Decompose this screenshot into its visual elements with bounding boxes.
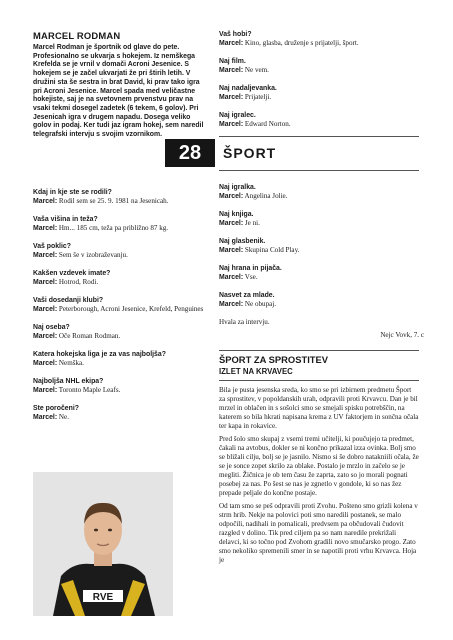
qa-item: Katera hokejska liga je za vas najboljša? Marcel: Nemška. (33, 351, 166, 367)
qa-item: Naj glasbenik. Marcel: Skupina Cold Play. (219, 238, 300, 254)
story-paragraph: Bila je pusta jesenska sreda, ko smo se pri izbirnem predmetu Šport za sprostitev, v popoldanskih urah, odpravili proti Krvavcu. Dan je bil mrzel in oblačen in s sošolci smo se smejali spisku potrebščin, na katerem so bila hkrati napisana krema z UV faktorjem in sončna očala ter kapa in rokavice. (219, 386, 419, 430)
intro-block (33, 30, 205, 140)
qa-item: Naj hrana in pijača. Marcel: Vse. (219, 265, 282, 281)
qa-item: Ste poročeni? Marcel: Ne. (33, 405, 79, 421)
qa-item: Vaša višina in teža? Marcel: Hm... 185 cm, teža pa približno 87 kg. (33, 216, 169, 232)
story-rule (219, 350, 419, 351)
qa-item: Naj igralka. Marcel: Angelina Jolie. (219, 184, 288, 200)
player-photo (33, 472, 173, 616)
qa-item: Vaš hobi? Marcel: Kino, glasba, druženje s prijatelji, šport. (219, 31, 359, 47)
left-qa (33, 188, 205, 431)
hockey-player-illustration (33, 472, 173, 616)
story-rule (219, 380, 419, 381)
qa-item: Naj igralec. Marcel: Edward Norton. (219, 112, 291, 128)
interview-heading: MARCEL RODMAN (33, 30, 121, 41)
qa-item: Kakšen vzdevek imate? Marcel: Hotrod, Rodi. (33, 270, 111, 286)
qa-item: Naj film. Marcel: Ne vem. (219, 58, 269, 74)
section-band (0, 139, 453, 167)
qa-item: Naj knjiga. Marcel: Je ni. (219, 211, 260, 227)
story-paragraph: Pred šolo smo skupaj z vsemi tremi učitelji, ki poučujejo ta predmet, čakali na avtobus, dokler se ni končno prikazal izza ovinka. Bolj smo se bližali cilju, bolj se je jasnilo. Nismo si še dobro natakniili očala, že se je sonce zopet skrilo za oblake. Postalo je mrzlo in začelo se je megliti. Žičnica je ob tem času že zaprta, zato so jo morali pognati posebej za nas. Po šest se nas je zgnetlo v gondole, ki so nas žez prepade peljale do končne postaje. (219, 435, 419, 497)
right-qa (219, 183, 424, 569)
qa-item: Naj nadaljevanka. Marcel: Prijatelji. (219, 85, 277, 101)
qa-item: Kdaj in kje ste se rodili? Marcel: Rodil sem se 25. 9. 1981 na Jesenicah. (33, 189, 169, 205)
author-signature: Nejc Vovk, 7. c (380, 331, 424, 339)
qa-item: Vaši dosedanji klubi? Marcel: Peterborough, Acroni Jesenice, Krefeld, Penguines (33, 297, 204, 313)
section-rule (219, 170, 419, 171)
svg-text:RVE: RVE (92, 592, 114, 603)
intro-text: Marcel Rodman je športnik od glave do pete. Profesionalno se ukvarja s hokejem. Iz nemškega Krefelda se je vrnil v domači Acroni Jesenice. S hokejem se je začel ukvarjati že pri štirih letih. V družini sta še sestra in brat David, ki prav tako igra pri Acroni Jesenice. Marcel spada med veličastne hokejiste, saj je na svetovnem prvenstvu prav na vsaki tekmi dosegel zadetek (6 tekem, 6 golov). Pri Jesenicah igra v drugem napadu. Dosega veliko golov in podaj. Ker tudi jaz igram hokej, sem naredil telegrafski intervju s svojim vzornikom. (33, 44, 204, 139)
qa-item: Nasvet za mlade. Marcel: Ne obupaj. (219, 292, 277, 308)
story-subtitle: IZLET NA KRVAVEC (219, 367, 293, 376)
section-title: ŠPORT (223, 145, 277, 161)
top-right-qa (219, 30, 419, 138)
qa-item: Naj oseba? Marcel: Oče Roman Rodman. (33, 324, 121, 340)
thanks-text: Hvala za intervju. (219, 318, 270, 326)
story-paragraph: Od tam smo se peš odpravili proti Zvohu. Pošteno smo grizli kolena v strm hrib. Nekje na polovici poti smo naredili postanek, se malo odpočili, nadihali in pomalicali, predvsem pa občudovali čudovit razgled v dolino. Tik pred ciljem pa so nam naredile prekrižali delavci, ki so točno pod Zvohom gradili novo smučarsko progo. Zato smo nekoliko spremenili smer in se napotili proti vrhu Krvavca. Hoja je (219, 502, 418, 564)
story-title: ŠPORT ZA SPROSTITEV (219, 354, 329, 365)
qa-item: Najboljša NHL ekipa? Marcel: Toronto Maple Leafs. (33, 378, 121, 394)
section-rule (219, 136, 419, 137)
qa-item: Vaš poklic? Marcel: Sem še v izobraževanju. (33, 243, 128, 259)
page-number: 28 (165, 139, 215, 167)
